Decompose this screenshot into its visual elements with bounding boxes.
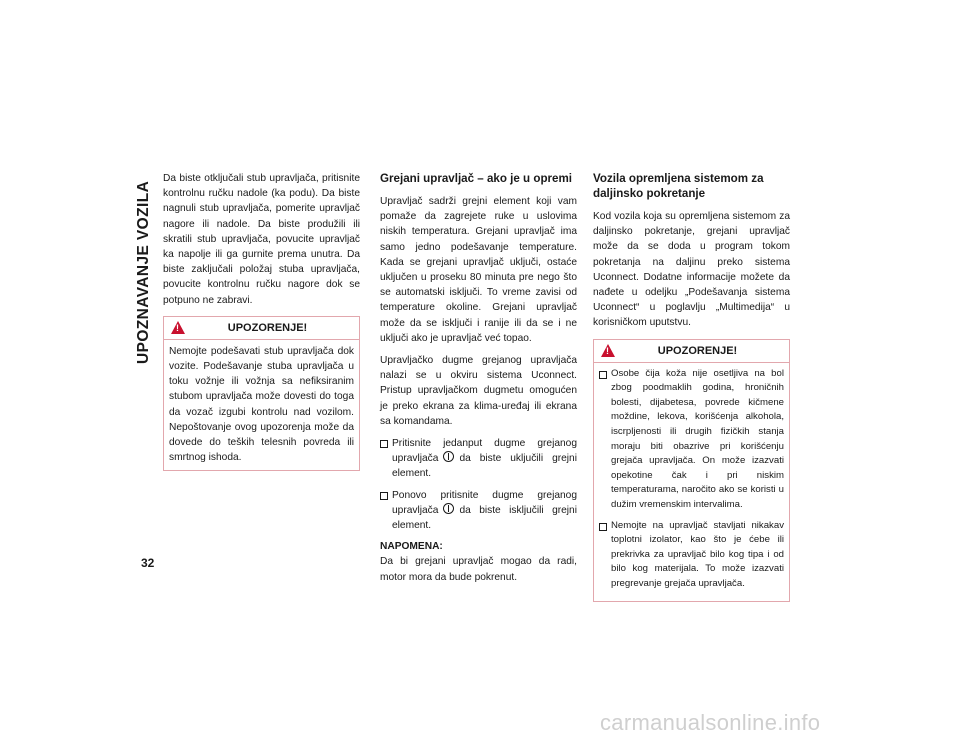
- right-column: [593, 171, 790, 602]
- remote-start-paragraph: Kod vozila koja su opremljena sistemom za daljinsko pokretanje, grejani upravljač može da se doda u program tokom pokretanja na daljinu preko sistema Uconnect. Dodatne informacije možete da nađete u odeljku „Podešavanja sistema Uconnect“ u poglavlju „Multimedija“ u korisničkom uputstvu.: [593, 211, 790, 329]
- bullet-square-icon: [599, 523, 607, 531]
- remote-start-heading: Vozila opremljena sistemom za daljinsko pokretanje: [593, 172, 764, 200]
- warning-title: UPOZORENJE!: [227, 321, 308, 334]
- section-title: UPOZNAVANJE VOZILA: [135, 180, 152, 365]
- heated-wheel-paragraph-1: Upravljač sadrži grejni element koji vam pomaže da zagrejete ruke u uslovima niskih temperatura. Grejani upravljač ima samo jedno podešavanje temperature. Kada se grejani upravljač uključi, ostaće uključen u proseku 80 minuta pre nego što se automatski isključi. To vreme zavisi od temperature okoline. Grejani upravljač može da se isključi i ranije ili da se i ne uključi ako je upravljač već topao.: [380, 196, 577, 344]
- heated-wheel-icon: [443, 451, 454, 462]
- warning-box-left: [163, 316, 360, 472]
- heated-wheel-steps: [380, 436, 577, 533]
- steering-column-paragraph: Da biste otključali stub upravljača, pritisnite kontrolnu ručku nadole (ka podu). Da biste nagnuli stub upravljača, pomerite upravljač nagore ili nadole. Da biste produžili ili skratili stub upravljača, povucite upravljač ka napolje ili ga gurnite prema unutra. Da biste zaključali položaj stuba upravljača, povucite kontrolnu ručku nagore dok se potpuno ne zabravi.: [163, 173, 360, 306]
- warning-title: UPOZORENJE!: [657, 344, 738, 357]
- warning-header: [164, 317, 359, 340]
- middle-column: [380, 171, 577, 592]
- heated-wheel-paragraph-2: Upravljačko dugme grejanog upravljača nalazi se u okviru sistema Uconnect. Pristup upravljačkom dugmetu omogućen je preko ekrana za klima-uređaj ili ekrana sa komandama.: [380, 355, 577, 427]
- heated-wheel-icon: [443, 503, 454, 514]
- warning-triangle-icon: !: [171, 321, 185, 334]
- note-title: NAPOMENA:: [380, 541, 443, 553]
- list-item: Nemojte na upravljač stavljati nikakav toplotni izolator, kao što je ćebe ili prekrivka za upravljač bilo kog tipa i od bilo kog materijala. To može izazvati pregrevanje grejača upravljača.: [599, 519, 784, 592]
- heated-wheel-heading: Grejani upravljač – ako je u opremi: [380, 172, 573, 185]
- page-number: 32: [141, 556, 155, 570]
- warning-items: [599, 367, 784, 592]
- warning-triangle-icon: !: [601, 344, 615, 357]
- list-item: Osobe čija koža nije osetljiva na bol zbog poodmaklih godina, hroničnih bolesti, dijabetesa, povrede kičmene moždine, lekova, korišćenja alkohola, iscrpljenosti ili drugih fizičkih stanja moraju biti obazrive pri korišćenju grejača upravljača. On može izazvati opekotine čak i pri niskim temperaturama, naročito ako se koristi u dužim vremenskim intervalima.: [599, 367, 784, 513]
- warning-text: Nemojte podešavati stub upravljača dok vozite. Podešavanje stuba upravljača u toku vožnje ili vožnja sa nefiksiranim stubom upravljača može dovesti do toga da vozač izgubi kontrolu nad vozilom. Nepoštovanje ovog upozorenja može da dovede do teških telesnih povreda ili smrtnog ishoda.: [169, 345, 354, 464]
- warning-box-right: [593, 339, 790, 602]
- list-item: Pritisnite jedanput dugme grejanog upravljača da biste uključili grejni element.: [380, 436, 577, 482]
- note-text: Da bi grejani upravljač mogao da radi, motor mora da bude pokrenut.: [380, 556, 577, 583]
- bullet-square-icon: [599, 371, 607, 379]
- list-item: Ponovo pritisnite dugme grejanog upravljača da biste isključili grejni element.: [380, 488, 577, 534]
- warning-header: [594, 340, 789, 363]
- left-column: [163, 171, 360, 471]
- bullet-square-icon: [380, 492, 388, 500]
- bullet-square-icon: [380, 440, 388, 448]
- watermark: carmanualsonline.info: [600, 710, 821, 735]
